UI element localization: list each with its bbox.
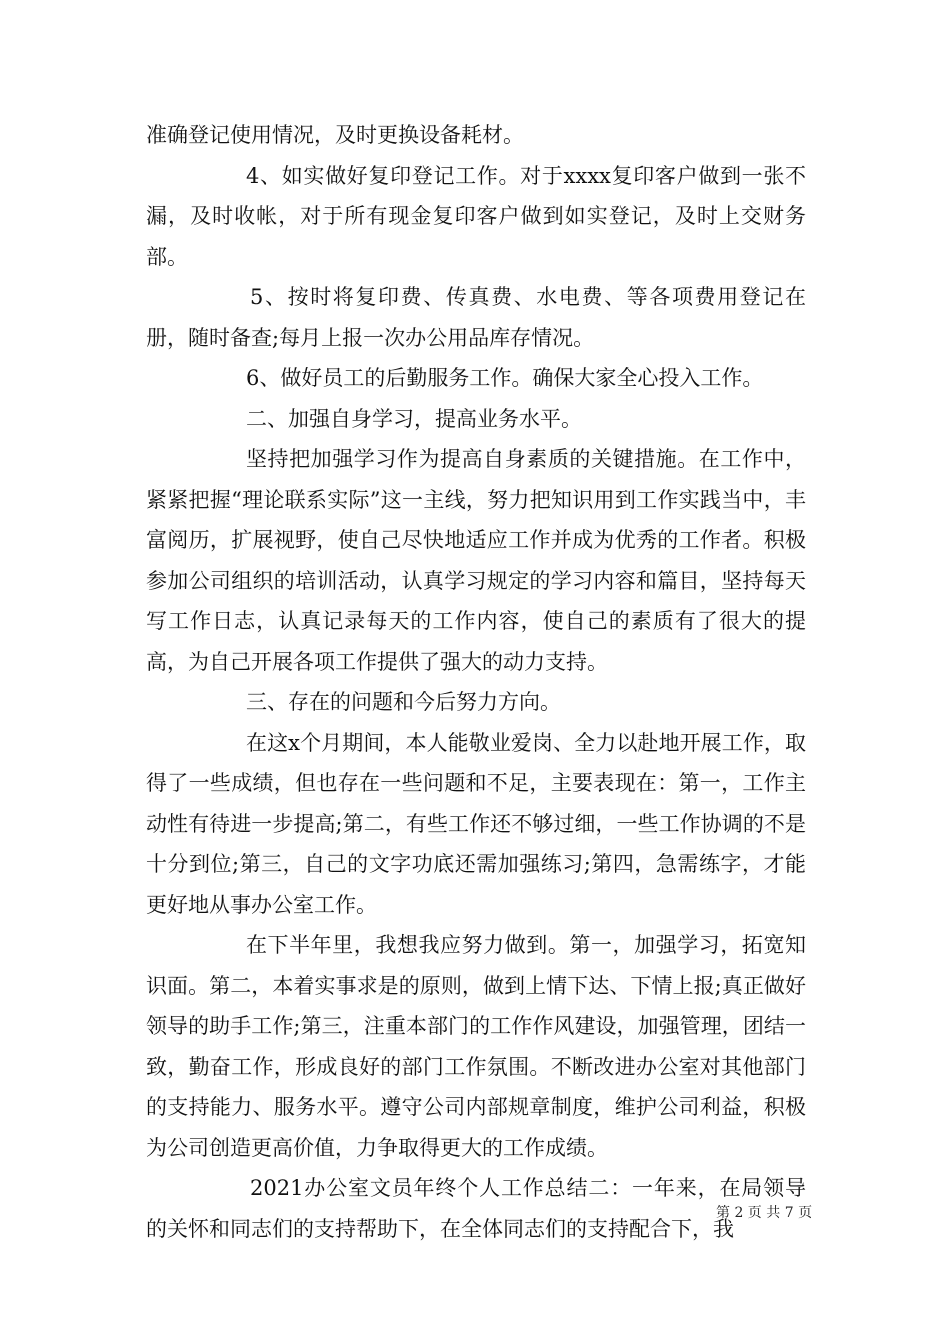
paragraph-study-measures: 坚持把加强学习作为提高自身素质的关键措施。在工作中，紧紧把握“理论联系实际”这一主线，努力把知识用到工作实践当中，丰富阅历，扩展视野，使自己尽快地适应工作并成为优秀的工作者。积极参加公司组织的培训活动，认真学习规定的学习内容和篇目，坚持每天写工作日志，认真记录每天的工作内容，使自己的素质有了很大的提高，为自己开展各项工作提供了强大的动力支持。 (146, 447, 806, 674)
paragraph-summary-two: 2021办公室文员年终个人工作总结二：一年来，在局领导的关怀和同志们的支持帮助下，在全体同志们的支持配合下，我 (146, 1176, 806, 1241)
paragraph-shortcomings: 在这x个月期间，本人能敬业爱岗、全力以赴地开展工作，取得了一些成绩，但也存在一些问题和不足，主要表现在：第一，工作主动性有待进一步提高;第二，有些工作还不够过细，一些工作协调的不是十分到位;第三，自己的文字功底还需加强练习;第四，急需练字，才能更好地从事办公室工作。 (146, 730, 806, 917)
section-heading-problems: 三、存在的问题和今后努力方向。 (246, 690, 561, 714)
paragraph-fee-records: 5、按时将复印费、传真费、水电费、等各项费用登记在册，随时备查;每月上报一次办公用品库存情况。 (146, 285, 806, 350)
paragraph-equipment-log: 准确登记使用情况，及时更换设备耗材。 (146, 123, 524, 147)
page-number-footer: 第 2 页 共 7 页 (716, 1205, 813, 1221)
paragraph-future-plans: 在下半年里，我想我应努力做到。第一，加强学习，拓宽知识面。第二，本着实事求是的原则，做到上情下达、下情上报;真正做好领导的助手工作;第三，注重本部门的工作作风建设，加强管理，团结一致，勤奋工作，形成良好的部门工作氛围。不断改进办公室对其他部门的支持能力、服务水平。遵守公司内部规章制度，维护公司利益，积极为公司创造更高价值，力争取得更大的工作成绩。 (146, 933, 806, 1160)
document-body (146, 115, 806, 1249)
section-heading-self-study: 二、加强自身学习，提高业务水平。 (246, 406, 582, 431)
paragraph-copy-registration: 4、如实做好复印登记工作。对于xxxx复印客户做到一张不漏，及时收帐，对于所有现金复印客户做到如实登记，及时上交财务部。 (146, 163, 806, 269)
paragraph-logistics-service: 6、做好员工的后勤服务工作。确保大家全心投入工作。 (246, 366, 764, 390)
